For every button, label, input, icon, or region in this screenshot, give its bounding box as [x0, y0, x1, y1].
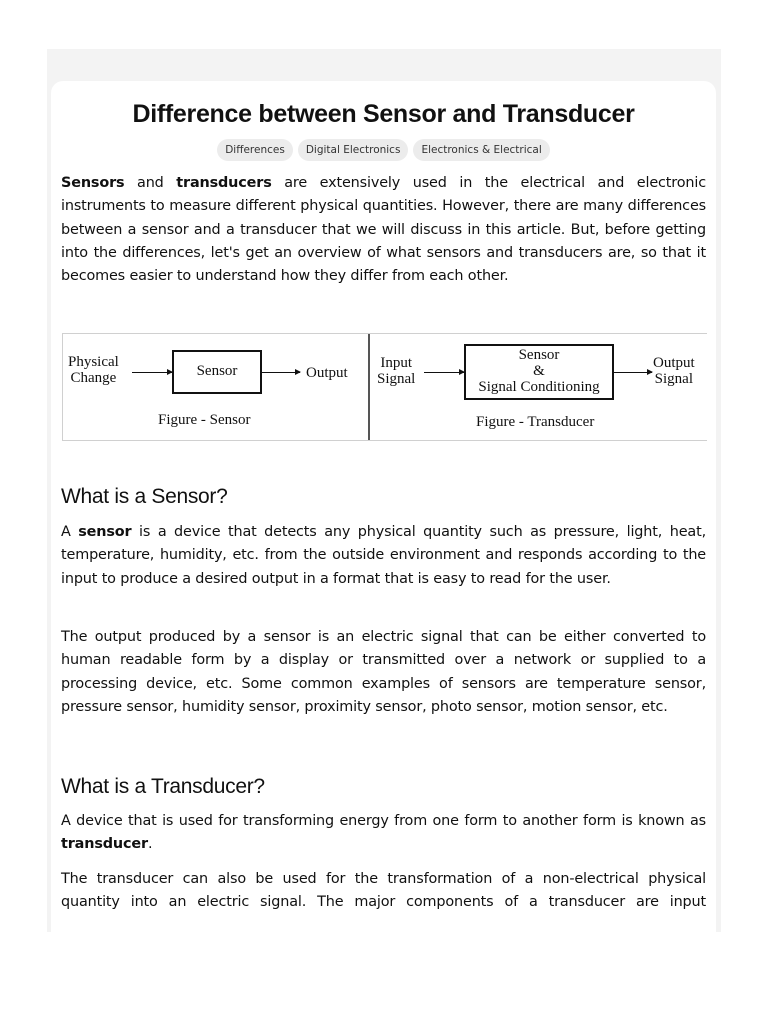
- sensor-output-label: Output: [306, 365, 348, 381]
- transducer-figure-caption: Figure - Transducer: [476, 414, 595, 430]
- section-heading-sensor: What is a Sensor?: [61, 485, 228, 508]
- sensor-box-label: Sensor: [196, 363, 238, 379]
- transducer-section-body-2: [61, 868, 706, 915]
- article-card: [51, 81, 716, 932]
- article-title: Difference between Sensor and Transducer: [132, 100, 635, 128]
- transducer-box-label: Sensor & Signal Conditioning: [478, 347, 600, 395]
- sensor-definition-paragraph: A sensor is a device that detects any physical quantity such as pressure, light, heat, temperature, humidity, etc. from the outside environment and responds according to the input to produce a desired output in a format that is easy to read for the user.: [61, 524, 707, 587]
- bold-term: transducers: [176, 175, 272, 191]
- sensor-section-body: [61, 521, 706, 591]
- section-heading-transducer: What is a Transducer?: [61, 775, 265, 798]
- sensor-section-body-2: [61, 626, 706, 719]
- tag-list: [51, 139, 716, 161]
- sensor-input-label: Physical Change: [68, 354, 119, 386]
- bold-term: Sensors: [61, 175, 125, 191]
- tag-digital-electronics[interactable]: Digital Electronics: [298, 139, 409, 161]
- intro-section: [61, 172, 706, 288]
- transducer-definition-paragraph: A device that is used for transforming energy from one form to another form is known as transducer.: [61, 813, 706, 853]
- intro-paragraph: Sensors and transducers are extensively used in the electrical and electronic instruments to measure different physical quantities. However, there are many differences between a sensor and a transducer that we will discuss in this article. But, before getting into the differences, let's get an overview of what sensors and transducers are, so that it becomes easier to understand how they differ from each other.: [61, 175, 706, 285]
- arrow-icon: [614, 372, 652, 373]
- sensor-transducer-figure: [62, 333, 707, 441]
- transducer-section: [61, 773, 706, 801]
- tag-differences[interactable]: Differences: [217, 139, 293, 161]
- bold-term: transducer: [61, 836, 148, 853]
- transducer-section-body: [61, 810, 706, 857]
- tag-electronics-electrical[interactable]: Electronics & Electrical: [413, 139, 549, 161]
- arrow-icon: [262, 372, 300, 373]
- arrow-icon: [132, 372, 172, 373]
- transducer-components-paragraph: The transducer can also be used for the transformation of a non-electrical physical quantity into an electric signal. The major components of a transducer are input: [61, 871, 706, 911]
- sensor-section: [61, 483, 706, 511]
- sensor-figure-caption: Figure - Sensor: [158, 412, 251, 428]
- page-background: [47, 49, 721, 932]
- transducer-input-label: Input Signal: [377, 355, 416, 387]
- transducer-output-label: Output Signal: [653, 355, 695, 387]
- sensor-output-paragraph: The output produced by a sensor is an electric signal that can be either converted to human readable form by a display or transmitted over a network or supplied to a processing device, etc. Some common examples of sensors are temperature sensor, pressure sensor, humidity sensor, proximity sensor, photo sensor, motion sensor, etc.: [61, 629, 706, 715]
- bold-term: sensor: [78, 524, 132, 540]
- arrow-icon: [424, 372, 464, 373]
- figure-divider: [368, 334, 370, 440]
